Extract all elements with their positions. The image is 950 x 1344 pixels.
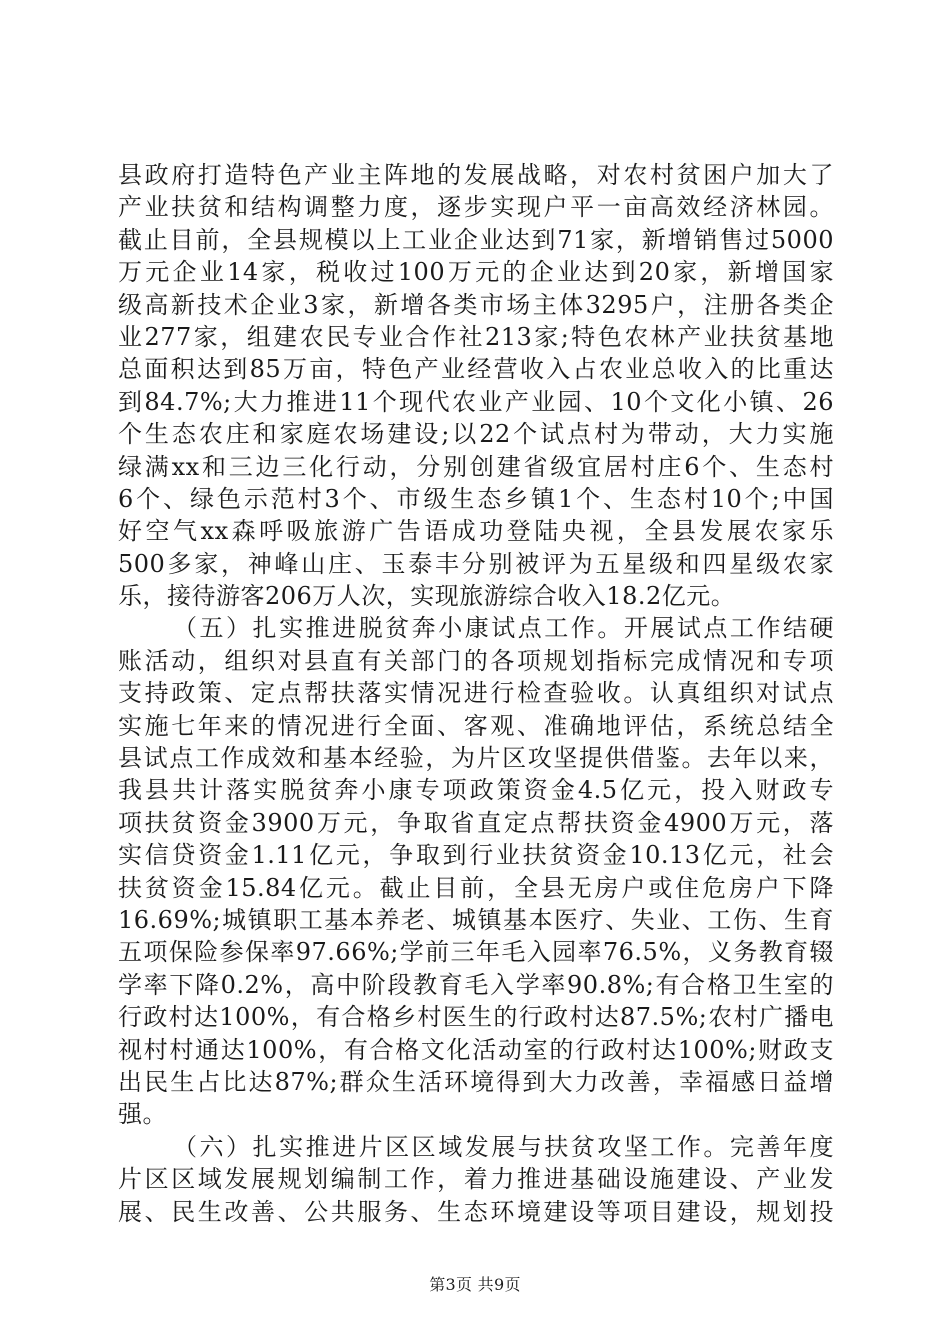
text-line: 项扶贫资金3900万元，争取省直定点帮扶资金4900万元，落 bbox=[118, 808, 834, 837]
text-line: 视村村通达100%，有合格文化活动室的行政村达100%;财政支 bbox=[118, 1035, 834, 1064]
text-line: 实信贷资金1.11亿元，争取到行业扶贫资金10.13亿元，社会 bbox=[118, 841, 834, 870]
text-line: 扶贫资金15.84亿元。截止目前，全县无房户或住危房户下降 bbox=[118, 873, 834, 902]
text-line: 片区区域发展规划编制工作，着力推进基础设施建设、产业发 bbox=[118, 1165, 834, 1194]
text-line: 产业扶贫和结构调整力度，逐步实现户平一亩高效经济林园。 bbox=[118, 193, 834, 222]
text-line: 我县共计落实脱贫奔小康专项政策资金4.5亿元，投入财政专 bbox=[118, 776, 834, 805]
text-line: 行政村达100%，有合格乡村医生的行政村达87.5%;农村广播电 bbox=[118, 1003, 834, 1032]
text-line: 到84.7%;大力推进11个现代农业产业园、10个文化小镇、26 bbox=[118, 387, 834, 416]
text-line: 实施七年来的情况进行全面、客观、准确地评估，系统总结全 bbox=[118, 711, 834, 740]
text-line: 总面积达到85万亩，特色产业经营收入占农业总收入的比重达 bbox=[118, 355, 834, 384]
text-line: 支持政策、定点帮扶落实情况进行检查验收。认真组织对试点 bbox=[118, 679, 834, 708]
text-line: 绿满xx和三边三化行动，分别创建省级宜居村庄6个、生态村 bbox=[118, 452, 834, 481]
text-line: 16.69%;城镇职工基本养老、城镇基本医疗、失业、工伤、生育 bbox=[118, 905, 834, 934]
text-line: 个生态农庄和家庭农场建设;以22个试点村为带动，大力实施 bbox=[118, 420, 834, 449]
text-line: 县政府打造特色产业主阵地的发展战略，对农村贫困户加大了 bbox=[118, 161, 834, 189]
text-line: 好空气xx森呼吸旅游广告语成功登陆央视，全县发展农家乐 bbox=[118, 517, 834, 546]
paragraph-heading-line: （五）扎实推进脱贫奔小康试点工作。开展试点工作结硬 bbox=[173, 614, 834, 643]
text-line: 账活动，组织对县直有关部门的各项规划指标完成情况和专项 bbox=[118, 646, 834, 675]
text-line: 业277家，组建农民专业合作社213家;特色农林产业扶贫基地 bbox=[118, 322, 834, 351]
text-line: 展、民生改善、公共服务、生态环境建设等项目建设，规划投 bbox=[118, 1197, 834, 1226]
paragraph-heading-line: （六）扎实推进片区区域发展与扶贫攻坚工作。完善年度 bbox=[173, 1132, 834, 1161]
text-line: 万元企业14家，税收过100万元的企业达到20家，新增国家 bbox=[118, 258, 834, 287]
text-line: 强。 bbox=[118, 1100, 167, 1129]
page-number-footer: 第3页 共9页 bbox=[429, 1275, 521, 1294]
text-line: 截止目前，全县规模以上工业企业达到71家，新增销售过5000 bbox=[118, 225, 834, 254]
text-line: 出民生占比达87%;群众生活环境得到大力改善，幸福感日益增 bbox=[118, 1067, 834, 1096]
text-line: 6个、绿色示范村3个、市级生态乡镇1个、生态村10个;中国 bbox=[118, 484, 834, 513]
document-body bbox=[118, 159, 834, 1228]
text-line: 乐，接待游客206万人次，实现旅游综合收入18.2亿元。 bbox=[118, 582, 736, 611]
text-line: 五项保险参保率97.66%;学前三年毛入园率76.5%，义务教育辍 bbox=[118, 938, 834, 967]
text-line: 学率下降0.2%，高中阶段教育毛入学率90.8%;有合格卫生室的 bbox=[118, 970, 834, 999]
text-line: 500多家，神峰山庄、玉泰丰分别被评为五星级和四星级农家 bbox=[118, 549, 834, 578]
text-line: 级高新技术企业3家，新增各类市场主体3295户，注册各类企 bbox=[118, 290, 834, 319]
text-line: 县试点工作成效和基本经验，为片区攻坚提供借鉴。去年以来， bbox=[118, 744, 834, 773]
